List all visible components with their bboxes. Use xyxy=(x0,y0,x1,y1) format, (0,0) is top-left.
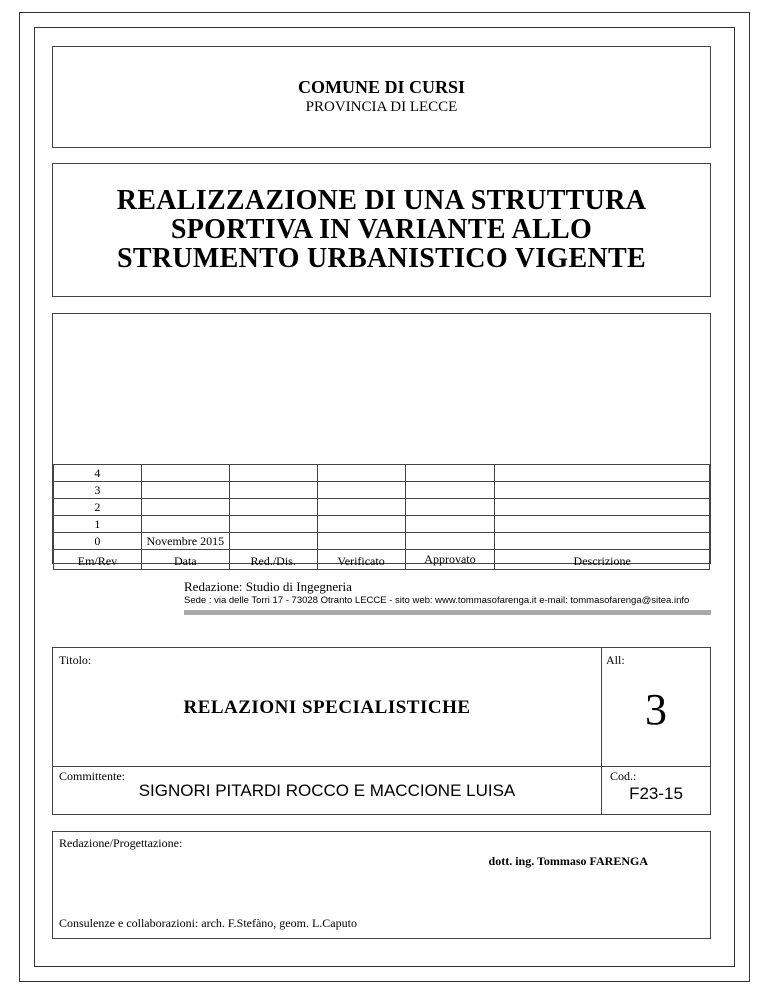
revision-date xyxy=(141,482,229,499)
revision-row xyxy=(54,533,710,550)
project-title-line1: REALIZZAZIONE DI UNA STRUTTURA xyxy=(116,185,647,216)
header-verificato: Verificato xyxy=(317,550,405,570)
attachment-number: 3 xyxy=(645,685,667,734)
header-approvato: Approvato xyxy=(405,550,495,570)
revision-row xyxy=(54,482,710,499)
consulenze-text: Consulenze e collaborazioni: arch. F.Stefàno, geom. L.Caputo xyxy=(59,916,357,930)
studio-address: Sede : via delle Torri 17 - 73028 Otranto LECCE - sito web: www.tommasofarenga.it e-mail: tommasofarenga@sitea.info xyxy=(184,595,690,606)
horizontal-divider xyxy=(53,766,710,767)
revision-block xyxy=(52,313,711,568)
revision-em: 0 xyxy=(54,533,142,550)
revision-table xyxy=(53,464,710,570)
revision-row xyxy=(54,516,710,533)
revision-row xyxy=(54,465,710,482)
cod-value: F23-15 xyxy=(629,784,683,803)
project-title-line3: STRUMENTO URBANISTICO VIGENTE xyxy=(117,243,646,274)
titolo-label: Titolo: xyxy=(59,653,92,667)
header-em-rev: Em/Rev xyxy=(54,550,142,570)
committente-label: Committente: xyxy=(59,769,125,783)
header-red-dis: Red./Dis. xyxy=(229,550,317,570)
project-title-box xyxy=(52,163,711,297)
engineer-name: dott. ing. Tommaso FARENGA xyxy=(488,854,648,868)
header-data: Data xyxy=(141,550,229,570)
header-descrizione: Descrizione xyxy=(495,550,710,570)
revision-date xyxy=(141,465,229,482)
titolo-box xyxy=(52,647,711,815)
committente-value: SIGNORI PITARDI ROCCO E MACCIONE LUISA xyxy=(138,781,516,800)
project-title xyxy=(53,186,710,273)
project-title-line2: SPORTIVA IN VARIANTE ALLO xyxy=(170,214,593,245)
cod-label: Cod.: xyxy=(610,769,637,783)
redazione-box xyxy=(52,831,711,939)
header-box xyxy=(52,46,711,148)
revision-date xyxy=(141,499,229,516)
all-label: All: xyxy=(606,653,625,667)
revision-em: 2 xyxy=(54,499,142,516)
revision-em: 1 xyxy=(54,516,142,533)
revision-date xyxy=(141,516,229,533)
revision-em: 4 xyxy=(54,465,142,482)
studio-name: Redazione: Studio di Ingegneria xyxy=(184,579,352,594)
redazione-label: Redazione/Progettazione: xyxy=(59,836,183,850)
revision-date: Novembre 2015 xyxy=(141,533,229,550)
studio-divider xyxy=(184,610,711,615)
revision-em: 3 xyxy=(54,482,142,499)
revision-row xyxy=(54,499,710,516)
provincia-name: PROVINCIA DI LECCE xyxy=(305,99,458,115)
document-title: RELAZIONI SPECIALISTICHE xyxy=(183,697,471,718)
revision-header-row xyxy=(54,550,710,570)
comune-name: COMUNE DI CURSI xyxy=(297,77,465,97)
